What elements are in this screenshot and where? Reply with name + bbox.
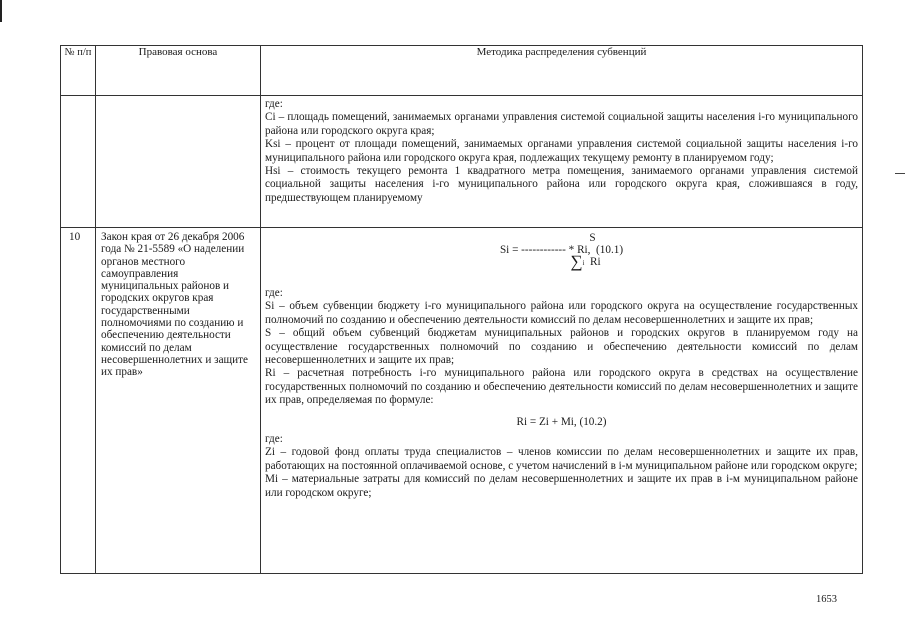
denominator-ri: Ri [590, 256, 601, 268]
header-method: Методика распределения субвенций [261, 46, 863, 96]
table-header-row [61, 46, 863, 96]
legal-basis-text: Закон края от 26 декабря 2006 года № 21-5589 «О наделении органов местного самоуправления муниципальных районов и городских округов края государственными полномочиями по созданию и обеспечению деятельности комиссий по делам несовершеннолетних и защите их прав» [101, 231, 248, 379]
subsidy-method-table [60, 45, 863, 574]
header-legal-basis: Правовая основа [96, 46, 261, 96]
definition-ci: Ci – площадь помещений, занимаемых органами управления системой социальной защиты населения i-го муниципального района или городского округа края; [265, 111, 858, 137]
scan-edge-mark [0, 0, 2, 22]
formula-denominator [265, 252, 858, 271]
where-label: где: [265, 98, 283, 110]
definition-s: S – общий объем субвенций бюджетам муниципальных районов и городских округов в планируемом году на осуществление государственных полномочий по созданию и обеспечению деятельности комиссий по делам несовершеннолетних и защите их прав; [265, 327, 858, 367]
cell-empty-number [61, 96, 96, 228]
cell-row-number [61, 228, 96, 574]
formula-lhs: Si = ------------ * Ri, [499, 244, 591, 256]
page-number: 1653 [816, 594, 837, 605]
definition-zi: Zi – годовой фонд оплаты труда специалистов – членов комиссии по делам несовершеннолетних и защите их прав, работающих на постоянной оплачиваемой основе, с учетом начислений в i-м муниципальном районе или городском округе; [265, 446, 858, 472]
formula-main-line [265, 244, 858, 256]
table-row-continued [61, 96, 863, 228]
cell-legal-basis [96, 228, 261, 574]
definition-si: Si – объем субвенции бюджету i-го муниципального района или городского округа на осуществление государственных полномочий по созданию и обеспечению деятельности комиссий по делам несовершеннолетних и защите их прав; [265, 300, 858, 326]
sigma-subscript: i [582, 259, 585, 267]
formula-ref: (10.1) [596, 244, 624, 256]
where-label-2: где: [265, 433, 283, 446]
definition-hsi: Hsi – стоимость текущего ремонта 1 квадратного метра помещения, занимаемого органами управления системой социальной защиты населения i-го муниципального района или городского округа края, сложившаяся в году, предшествующем планируемому [265, 165, 858, 204]
cell-continued-method [261, 96, 863, 228]
formula-numerator: S [589, 232, 596, 244]
table-row-10 [61, 228, 863, 574]
formula-10-1 [265, 232, 858, 269]
margin-tick [895, 173, 905, 174]
definition-mi: Mi – материальные затраты для комиссий по делам несовершеннолетних и защите их прав в i-м муниципальном районе или городском округе; [265, 473, 858, 499]
cell-empty-law [96, 96, 261, 228]
header-number: № п/п [61, 46, 96, 96]
where-label-1: где: [265, 287, 283, 299]
definition-ri: Ri – расчетная потребность i-го муниципального района или городского округа в средствах на осуществление государственных полномочий по созданию и обеспечению деятельности комиссий по делам несовершеннолетних и защите их прав, определяемая по формуле: [265, 367, 858, 407]
sigma-symbol: ∑ [570, 252, 583, 271]
cell-method [261, 228, 863, 574]
definition-ksi: Ksi – процент от площади помещений, занимаемых органами управления системой социальной защиты населения i-го муниципального района или городского округа края, подлежащих текущему ремонту в планируемом году; [265, 138, 858, 164]
row-number: 10 [69, 231, 81, 243]
formula-10-2: Ri = Zi + Mi, (10.2) [516, 415, 607, 428]
